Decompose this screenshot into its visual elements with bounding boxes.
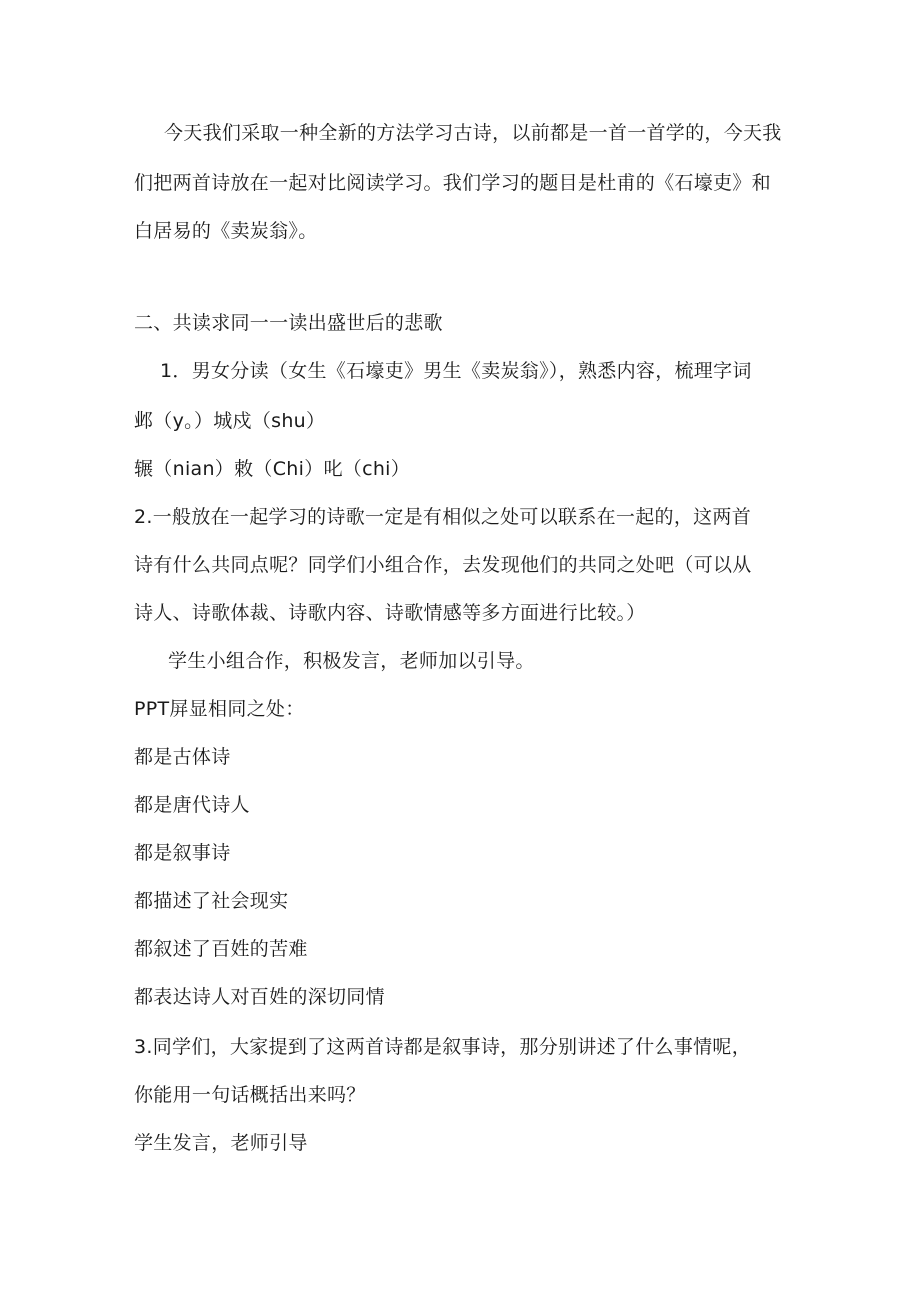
similarity-item: 都表达诗人对百姓的深切同情	[134, 986, 385, 1008]
intro-line-3: 白居易的《卖炭翁》。	[134, 220, 318, 242]
similarity-item: 都是古体诗	[134, 746, 231, 768]
section-heading: 二、共读求同一一读出盛世后的悲歌	[134, 312, 443, 334]
similarity-item: 都描述了社会现实	[134, 890, 289, 912]
item-2-line-3: 诗人、诗歌体裁、诗歌内容、诗歌情感等多方面进行比较。）	[134, 602, 646, 624]
intro-line-1: 今天我们采取一种全新的方法学习古诗，以前都是一首一首学的，今天我	[164, 122, 782, 144]
item-3-line-2: 你能用一句话概括出来吗？	[134, 1084, 366, 1106]
intro-line-2: 们把两首诗放在一起对比阅读学习。我们学习的题目是杜甫的《石壕吏》和	[134, 172, 771, 194]
similarity-item: 都是叙事诗	[134, 842, 231, 864]
vocab-line-1: 邺（y。）城戍（shu）	[134, 410, 326, 432]
item-2-line-2: 诗有什么共同点呢？同学们小组合作，去发现他们的共同之处吧（可以从	[134, 554, 752, 576]
ppt-heading: PPT屏显相同之处：	[134, 698, 305, 720]
item-3-line-1: 3.同学们，大家提到了这两首诗都是叙事诗，那分别讲述了什么事情呢，	[134, 1036, 752, 1058]
similarity-item: 都叙述了百姓的苦难	[134, 938, 308, 960]
similarity-item: 都是唐代诗人	[134, 794, 250, 816]
group-work-note: 学生小组合作，积极发言，老师加以引导。	[168, 650, 535, 672]
item-2-line-1: 2.一般放在一起学习的诗歌一定是有相似之处可以联系在一起的，这两首	[134, 506, 752, 528]
vocab-line-2: 辗（nian）敕（Chi）叱（chi）	[134, 458, 411, 480]
item-1-text: 1．男女分读（女生《石壕吏》男生《卖炭翁》），熟悉内容，梳理字词	[160, 360, 752, 382]
student-response-note: 学生发言，老师引导	[134, 1132, 308, 1154]
